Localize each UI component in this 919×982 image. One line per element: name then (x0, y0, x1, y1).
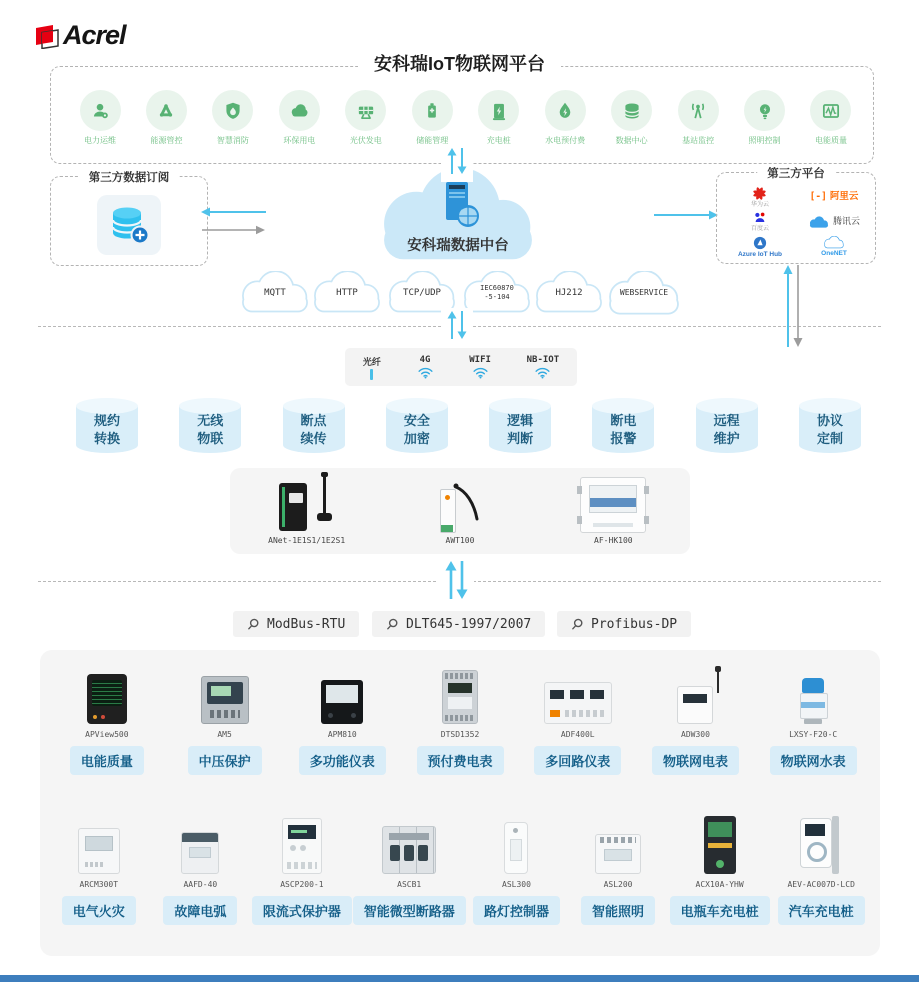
shield-flame-icon (222, 100, 244, 122)
device-image-anet (279, 475, 335, 533)
fiber-icon (370, 369, 373, 380)
azure-iot-hub-logo (753, 236, 767, 250)
device-image-adf400l (544, 682, 612, 724)
product-acx10a-yhw: ACX10A-YHW 电瓶车充电桩 (669, 812, 771, 925)
provider-tencent-cloud: 腾讯云 (808, 216, 860, 229)
capability-cylinder: 远程 维护 (694, 397, 760, 455)
device-image-dtsd1352 (442, 670, 478, 724)
category-pill: 汽车充电桩 (778, 896, 865, 925)
charging-pile-icon (488, 100, 510, 122)
third-party-data-title: 第三方数据订阅 (79, 169, 180, 185)
device-image-am5 (201, 676, 249, 724)
provider-alibaba-cloud: [-] 阿里云 (809, 191, 859, 203)
product-aev-ac007d: AEV-AC007D-LCD 汽车充电桩 (770, 812, 872, 925)
baidu-cloud-logo (753, 211, 767, 225)
products-row-1 (48, 662, 872, 775)
platform-icon-fire: 智慧消防 (201, 90, 265, 146)
protocol-cloud-iec60870: IEC60870 -5-104 (459, 271, 535, 317)
device-image-ascb1 (382, 826, 436, 874)
arrow-cloud-rightbox (652, 206, 722, 229)
device-image-asl200 (595, 834, 641, 874)
connectivity-nbiot: NB-IOT (527, 355, 560, 379)
arrows-leftbox-cloud (198, 203, 268, 244)
category-pill: 多回路仪表 (534, 746, 621, 775)
provider-grid (723, 185, 871, 259)
gateway-panel (230, 468, 690, 554)
connectivity-bar (345, 348, 577, 386)
capability-cylinder: 协议 定制 (797, 397, 863, 455)
wifi-icon (534, 366, 551, 379)
product-asl200: ASL200 智能照明 (567, 812, 669, 925)
updown-arrows-rightbox (779, 263, 809, 354)
platform-icon-power-quality: 电能质量 (799, 90, 863, 146)
category-pill: 故障电弧 (163, 896, 237, 925)
link-icon (386, 618, 399, 631)
device-image-acx10a (704, 816, 736, 874)
wifi-icon (417, 366, 434, 379)
cloud-label: 安科瑞数据中台 (407, 238, 509, 254)
database-icon (621, 100, 643, 122)
device-image-adw300 (677, 686, 713, 724)
link-icon (571, 618, 584, 631)
third-party-platform-box (716, 168, 876, 264)
device-image-awt100 (436, 479, 484, 533)
product-aafd-40: AAFD-40 故障电弧 (150, 812, 252, 925)
capability-cylinder: 逻辑 判断 (487, 397, 553, 455)
capability-cylinder: 安全 加密 (384, 397, 450, 455)
device-image-lxsy (798, 678, 828, 724)
category-pill: 智能微型断路器 (353, 896, 466, 925)
bottom-accent-bar (0, 975, 919, 982)
platform-icon-lighting: 照明控制 (733, 90, 797, 146)
platform-icon-storage: 储能管理 (400, 90, 464, 146)
category-pill: 电气火灾 (62, 896, 136, 925)
device-image-apm810 (321, 680, 363, 724)
category-pill: 路灯控制器 (473, 896, 560, 925)
third-party-data-box (50, 172, 208, 266)
capability-row (74, 397, 863, 455)
logo-text: Acrel (63, 20, 126, 50)
platform-icon-eco: 环保用电 (267, 90, 331, 146)
connectivity-4g: 4G (417, 355, 434, 379)
alibaba-cloud-logo: [-] (809, 191, 827, 203)
platform-icons-row (68, 90, 863, 146)
connectivity-fiber: 光纤 (363, 355, 381, 380)
capability-cylinder: 断点 续传 (281, 397, 347, 455)
capability-cylinder: 无线 物联 (177, 397, 243, 455)
device-image-aev (798, 816, 844, 874)
huawei-cloud-logo (752, 186, 767, 201)
products-row-2 (48, 812, 872, 925)
connectivity-wifi: WIFI (469, 355, 491, 379)
product-lxsy-f20-c: LXSY-F20-C 物联网水表 (754, 662, 872, 775)
category-pill: 电瓶车充电桩 (670, 896, 770, 925)
product-apview500: APView500 电能质量 (48, 662, 166, 775)
product-arcm300t: ARCM300T 电气火灾 (48, 812, 150, 925)
product-adw300: ADW300 物联网电表 (637, 662, 755, 775)
acrel-logo (34, 20, 126, 51)
category-pill: 限流式保护器 (252, 896, 352, 925)
updown-arrow-bottom (438, 558, 474, 607)
waveform-icon (820, 100, 842, 122)
category-pill: 预付费电表 (417, 746, 504, 775)
server-globe-icon (440, 180, 480, 228)
product-am5: AM5 中压保护 (166, 662, 284, 775)
device-image-afhk100 (580, 477, 646, 533)
category-pill: 物联网水表 (770, 746, 857, 775)
provider-azure-iot-hub: Azure IoT Hub (738, 236, 782, 258)
protocol-pill-profibus: Profibus-DP (557, 611, 691, 637)
device-image-apview500 (87, 674, 127, 724)
protocol-cloud-http: HTTP (309, 271, 385, 317)
category-pill: 多功能仪表 (299, 746, 386, 775)
onenet-logo (823, 236, 845, 249)
recycle-icon (155, 100, 177, 122)
device-image-asl300 (504, 822, 528, 874)
updown-arrow-top (441, 145, 473, 182)
category-pill: 电能质量 (70, 746, 144, 775)
provider-onenet: OneNET (821, 236, 847, 257)
antenna-icon (687, 100, 709, 122)
provider-baidu-cloud: 百度云 (751, 211, 769, 233)
product-dtsd1352: DTSD1352 预付费电表 (401, 662, 519, 775)
platform-icon-datacenter: 数据中心 (600, 90, 664, 146)
updown-arrow-mid (441, 308, 473, 347)
database-plus-icon (107, 203, 151, 247)
tencent-cloud-logo (808, 216, 830, 229)
product-adf400l: ADF400L 多回路仪表 (519, 662, 637, 775)
product-asl300: ASL300 路灯控制器 (466, 812, 568, 925)
category-pill: 中压保护 (188, 746, 262, 775)
protocol-cloud-mqtt: MQTT (237, 271, 313, 317)
platform-icon-basestation: 基站监控 (666, 90, 730, 146)
platform-icon-energy: 能源管控 (134, 90, 198, 146)
eco-cloud-icon (288, 100, 310, 122)
protocol-pill-modbus: ModBus-RTU (233, 611, 359, 637)
water-drop-bolt-icon (554, 100, 576, 122)
platform-icon-power-om: 电力运维 (68, 90, 132, 146)
device-image-ascp200 (282, 818, 322, 874)
acrel-logo-icon (34, 23, 60, 49)
protocol-cloud-webservice: WEBSERVICE (603, 271, 685, 317)
solar-panel-icon (355, 100, 377, 122)
third-party-platform-title: 第三方平台 (757, 165, 835, 181)
database-tile (97, 195, 161, 255)
category-pill: 物联网电表 (652, 746, 739, 775)
platform-icon-charging-pile: 充电桩 (467, 90, 531, 146)
products-panel (40, 650, 880, 956)
category-pill: 智能照明 (581, 896, 655, 925)
gateway-awt100: AWT100 (385, 473, 535, 545)
page-title: 安科瑞IoT物联网平台 (0, 50, 919, 76)
capability-cylinder: 断电 报警 (590, 397, 656, 455)
link-icon (247, 618, 260, 631)
protocol-cloud-tcpudp: TCP/UDP (384, 271, 460, 317)
battery-icon (421, 100, 443, 122)
wifi-icon (472, 366, 489, 379)
device-image-arcm300t (78, 828, 120, 874)
product-ascp200-1: ASCP200-1 限流式保护器 (251, 812, 353, 925)
provider-huawei-cloud: 华为云 (751, 186, 769, 209)
protocol-pill-dlt645: DLT645-1997/2007 (372, 611, 545, 637)
protocol-cloud-hj212: HJ212 (531, 271, 607, 317)
device-image-aafd40 (181, 832, 219, 874)
product-apm810: APM810 多功能仪表 (283, 662, 401, 775)
platform-icon-solar: 光伏发电 (334, 90, 398, 146)
capability-cylinder: 规约 转换 (74, 397, 140, 455)
platform-icon-prepaid-utility: 水电预付费 (533, 90, 597, 146)
worker-icon (89, 100, 111, 122)
product-ascb1: ASCB1 智能微型断路器 (353, 812, 466, 925)
gateway-afhk100: AF-HK100 (538, 473, 688, 545)
bulb-icon (754, 100, 776, 122)
gateway-anet: ANet-1E1S1/1E2S1 (232, 473, 382, 545)
